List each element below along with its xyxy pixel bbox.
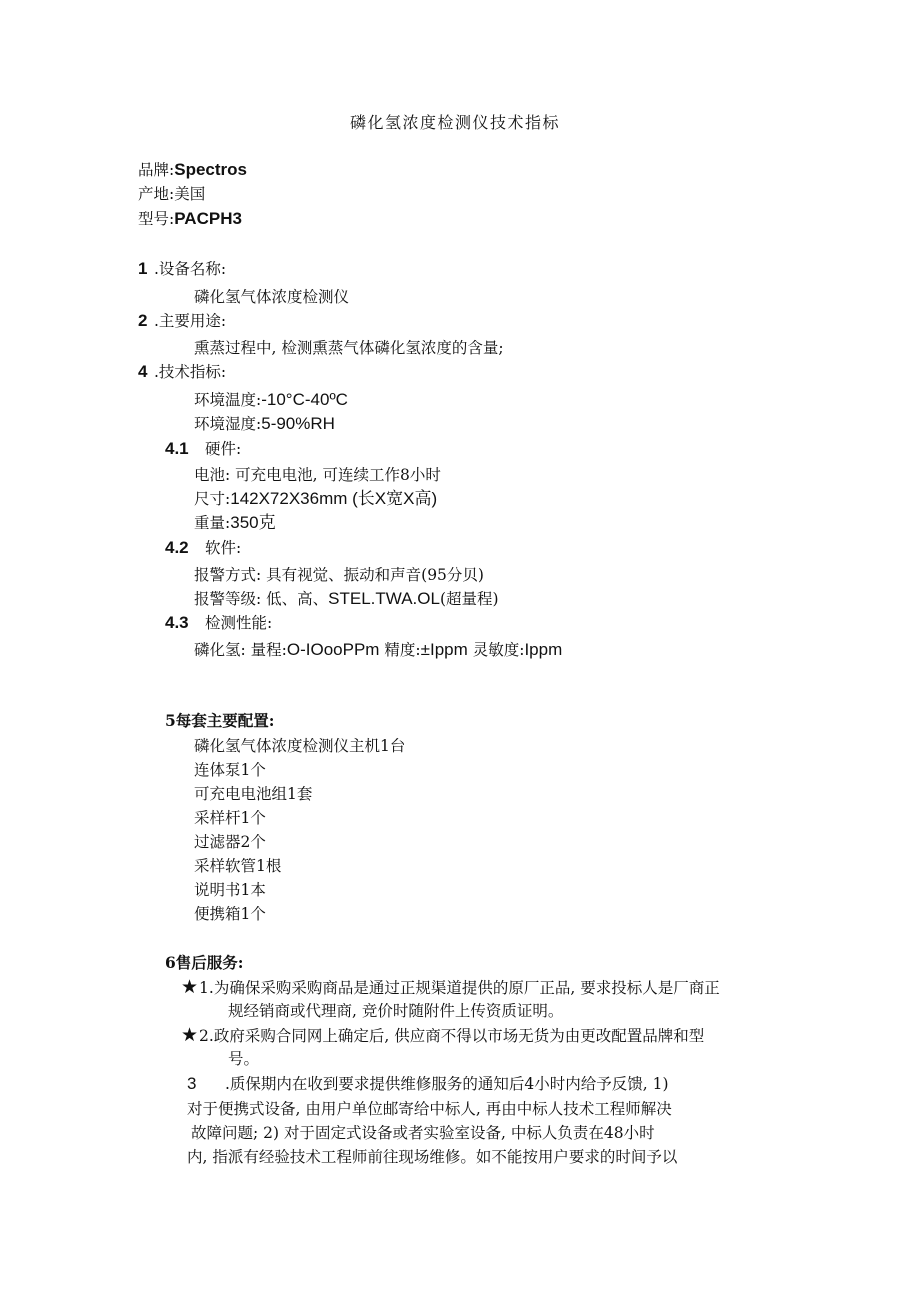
weight-spec <box>194 512 276 534</box>
service-item-2 <box>181 1024 704 1047</box>
model-value: PACPH3 <box>174 209 242 228</box>
software-heading <box>165 537 241 559</box>
brand-value: Spectros <box>174 160 247 179</box>
config-item: 便携箱1个 <box>194 905 266 923</box>
section-5-heading: 5每套主要配置: <box>165 711 275 730</box>
accuracy-value: ±Ippm <box>420 640 468 659</box>
size-spec <box>194 488 437 510</box>
section-2-text: 熏蒸过程中, 检测熏蒸气体磷化氢浓度的含量; <box>194 339 504 357</box>
service-item-1 <box>181 976 720 999</box>
section-1-title: .设备名称: <box>154 260 227 278</box>
service-item-3-cont: 故障问题; 2) 对于固定式设备或者实验室设备, 中标人负责在48小时 <box>191 1124 655 1142</box>
service-item-3-number: 3 <box>187 1074 197 1093</box>
config-item: 可充电电池组1套 <box>194 785 313 803</box>
model-label: 型号: <box>138 210 175 228</box>
performance-number: 4.3 <box>165 613 189 632</box>
section-4-heading <box>138 361 226 383</box>
service-item-3 <box>187 1073 669 1095</box>
origin-row <box>138 183 205 205</box>
hardware-label: 硬件: <box>205 440 242 458</box>
config-item: 采样杆1个 <box>194 809 266 827</box>
service-item-3-cont: 内, 指派有经验技术工程师前往现场维修。如不能按用户要求的时间予以 <box>187 1148 678 1166</box>
performance-label: 检测性能: <box>205 614 273 632</box>
section-1-text: 磷化氢气体浓度检测仪 <box>194 288 350 306</box>
weight-label: 重量: <box>194 514 231 532</box>
service-item-2-line: 2.政府采购合同网上确定后, 供应商不得以市场无货为由更改配置品牌和型 <box>199 1027 705 1045</box>
config-item: 连体泵1个 <box>194 761 266 779</box>
model-row <box>138 208 242 230</box>
performance-heading <box>165 612 272 634</box>
humid-label: 环境湿度: <box>194 415 262 433</box>
weight-value: 350克 <box>230 513 276 532</box>
sensitivity-value: Ippm <box>524 640 563 659</box>
section-2-title: .主要用途: <box>154 312 227 330</box>
battery-spec: 电池: 可充电电池, 可连续工作8小时 <box>194 466 441 484</box>
config-item: 采样软管1根 <box>194 857 282 875</box>
software-label: 软件: <box>205 539 242 557</box>
software-number: 4.2 <box>165 538 189 557</box>
alarm-level-value: STEL.TWA.OL <box>328 589 440 608</box>
alarm-level-suffix: (超量程) <box>439 590 499 608</box>
performance-spec <box>194 639 562 661</box>
star-icon: ★ <box>181 1024 199 1046</box>
origin-label: 产地: <box>138 185 175 203</box>
star-icon: ★ <box>181 976 199 998</box>
section-2-heading <box>138 310 226 332</box>
sensitivity-label: 灵敏度: <box>472 641 525 659</box>
range-label: 磷化氢: 量程: <box>194 641 287 659</box>
service-item-3-cont: 对于便携式设备, 由用户单位邮寄给中标人, 再由中标人技术工程师解决 <box>187 1100 672 1118</box>
page-title: 磷化氢浓度检测仪技术指标 <box>350 113 561 132</box>
ambient-humidity <box>194 413 335 435</box>
accuracy-label: 精度: <box>384 641 421 659</box>
hardware-heading <box>165 438 241 460</box>
service-item-2-cont: 号。 <box>228 1050 260 1068</box>
ambient-temperature <box>194 389 348 411</box>
section-1-heading <box>138 258 226 280</box>
section-4-number: 4 <box>138 362 148 381</box>
section-6-heading: 6售后服务: <box>165 953 244 972</box>
alarm-mode: 报警方式: 具有视觉、振动和声音(95分贝) <box>194 566 484 584</box>
service-item-1-cont: 规经销商或代理商, 竞价时随附件上传资质证明。 <box>228 1002 564 1020</box>
brand-label: 品牌: <box>138 161 175 179</box>
service-item-1-line: 1.为确保采购采购商品是通过正规渠道提供的原厂正品, 要求投标人是厂商正 <box>199 979 720 997</box>
humid-value: 5-90%RH <box>261 414 335 433</box>
size-label: 尺寸: <box>194 490 231 508</box>
section-2-number: 2 <box>138 311 148 330</box>
config-item: 说明书1本 <box>194 881 266 899</box>
range-value: O-IOooPPm <box>286 640 380 659</box>
service-item-3-line: .质保期内在收到要求提供维修服务的通知后4小时内给予反馈, 1) <box>225 1075 669 1093</box>
temp-value: -10°C-40ºC <box>261 390 348 409</box>
size-value: 142X72X36mm (长X宽X高) <box>230 489 438 508</box>
temp-label: 环境温度: <box>194 391 262 409</box>
config-item: 磷化氢气体浓度检测仪主机1台 <box>194 737 406 755</box>
alarm-level <box>194 588 499 610</box>
config-item: 过滤器2个 <box>194 833 266 851</box>
hardware-number: 4.1 <box>165 439 189 458</box>
alarm-level-label: 报警等级: 低、高、 <box>194 590 329 608</box>
brand-row <box>138 159 247 181</box>
origin-value: 美国 <box>174 185 206 203</box>
section-4-title: .技术指标: <box>154 363 227 381</box>
section-1-number: 1 <box>138 259 148 278</box>
